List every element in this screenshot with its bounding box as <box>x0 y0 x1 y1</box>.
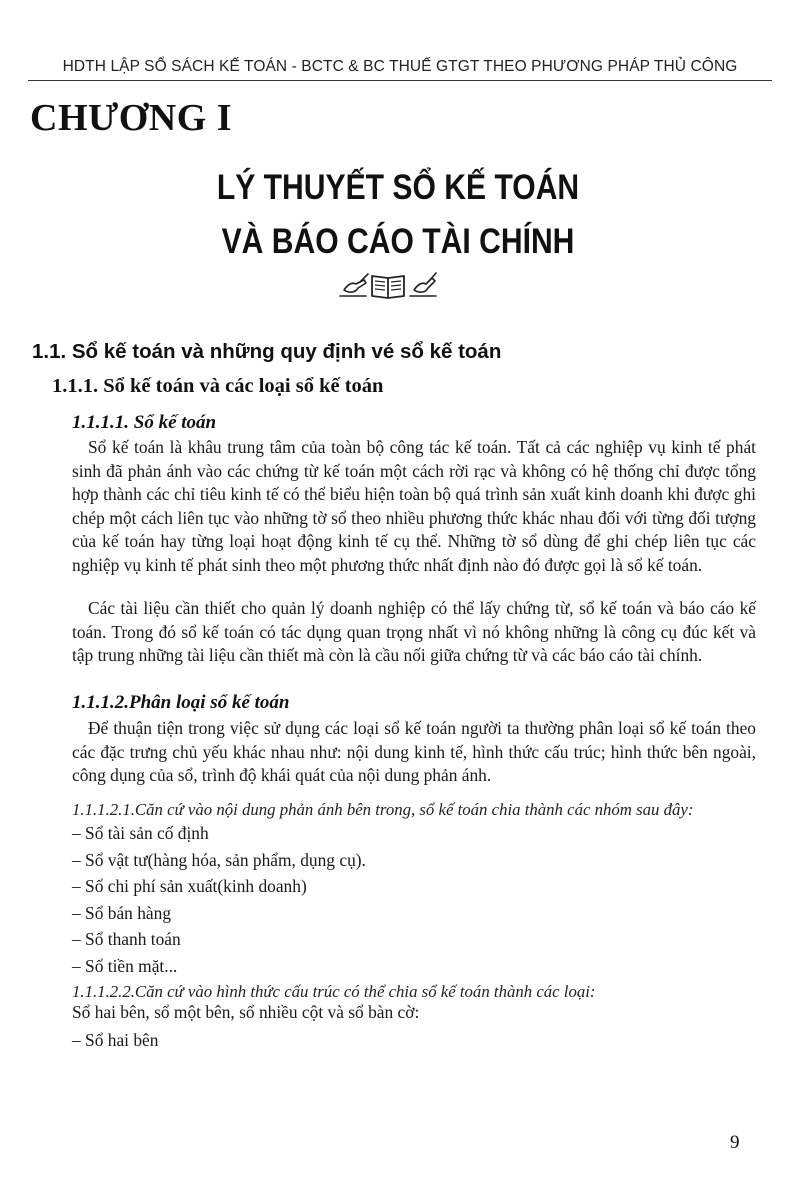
page-number: 9 <box>730 1132 740 1153</box>
subsection-heading: 1.1.1. Sổ kế toán và các loại sổ kế toán <box>52 375 384 397</box>
list-item: – Sổ thanh toán <box>72 929 181 950</box>
list-item: – Sổ vật tư(hàng hóa, sản phẩm, dụng cụ). <box>72 849 366 870</box>
writing-hand-icon <box>410 273 436 296</box>
list-item: – Sổ hai bên <box>72 1030 159 1050</box>
list-item: – Sổ tiền mặt... <box>72 955 178 976</box>
list-item: – Sổ chi phí sản xuất(kinh doanh) <box>72 876 307 897</box>
classification-heading-1: 1.1.1.2.1.Căn cứ vào nội dung phản ánh bên trong, sổ kế toán chia thành các nhóm sau đây: <box>72 800 694 819</box>
chapter-title-line-2: VÀ BÁO CÁO TÀI CHÍNH <box>221 222 575 261</box>
header-rule <box>28 80 772 81</box>
classification-heading-2: 1.1.1.2.2.Căn cứ vào hình thức cấu trúc có thể chia sổ kế toán thành các loại: <box>72 982 596 1001</box>
paragraph-3: Để thuận tiện trong việc sử dụng các loại sổ kế toán người ta thường phân loại sổ kế toán theo các đặc trưng chủ yếu khác nhau như: nội dung kinh tế, hình thức cấu trúc; hình thức bên ngoài, công dụng của sổ, trình độ khái quát của nội dung phản ánh. <box>72 718 756 786</box>
list-item: – Sổ bán hàng <box>72 902 172 923</box>
open-book-icon <box>372 276 404 298</box>
paragraph-1: Sổ kế toán là khâu trung tâm của toàn bộ công tác kế toán. Tất cả các nghiệp vụ kinh tế phát sinh đã phản ánh vào các chứng từ kế toán một cách rời rạc và không có hệ thống chỉ được tổng hợp thành các chỉ tiêu kinh tế có thể biểu hiện toàn bộ quá trình sản xuất kinh doanh khi được ghi chép một cách liên tục vào những tờ sổ theo nhiều phương thức khác nhau đối với từng đối tượng của kế toán hay từng loại hoạt động kinh tế cụ thể. Những tờ sổ dùng để ghi chép liên tục các nghiệp vụ kinh tế phát sinh theo một phương thức nhất định nào đó được gọi là sổ kế toán. <box>72 437 756 575</box>
chapter-title-line-1: LÝ THUYẾT SỔ KẾ TOÁN <box>216 168 580 207</box>
chapter-label: CHƯƠNG I <box>30 97 233 139</box>
writing-hand-icon <box>340 274 368 296</box>
structure-types-line: Sổ hai bên, sổ một bên, sổ nhiều cột và sổ bàn cờ: <box>72 1002 420 1022</box>
ledger-type-list <box>72 820 366 980</box>
item-heading-2: 1.1.1.2.Phân loại sổ kế toán <box>72 692 290 713</box>
item-heading-1: 1.1.1.1. Sổ kế toán <box>72 412 217 433</box>
chapter-ornament <box>338 270 438 300</box>
section-heading: 1.1. Sổ kế toán và những quy định vé sổ kế toán <box>32 340 502 363</box>
list-item: – Sổ tài sản cố định <box>72 823 209 843</box>
paragraph-2: Các tài liệu cần thiết cho quản lý doanh nghiệp có thể lấy chứng từ, sổ kế toán và báo cáo kế toán. Trong đó sổ kế toán có tác dụng quan trọng nhất vì nó không những là công cụ đúc kết và tập trung những tài liệu cần thiết mà còn là cầu nối giữa chứng từ và các báo cáo tài chính. <box>72 598 756 666</box>
running-header: HDTH LẬP SỔ SÁCH KẾ TOÁN - BCTC & BC THUẾ GTGT THEO PHƯƠNG PHÁP THỦ CÔNG <box>62 58 738 75</box>
